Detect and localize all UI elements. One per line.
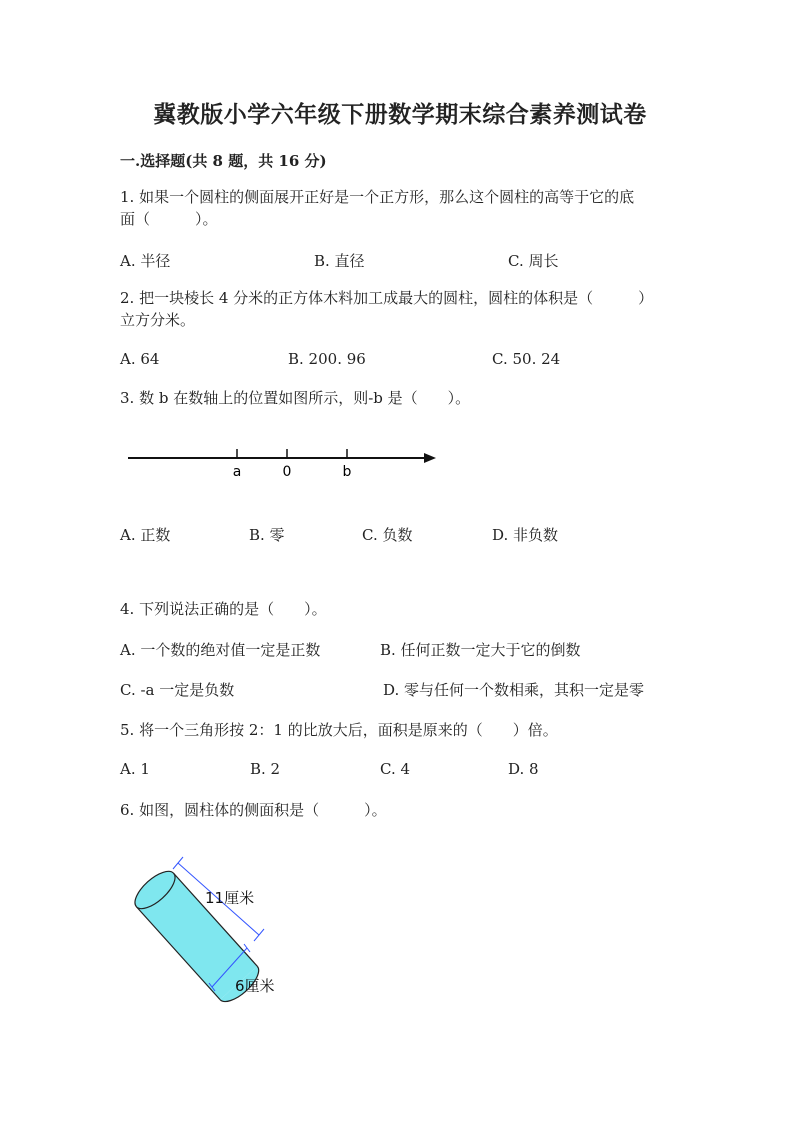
question-5-option-a[interactable]: A. 1 [120, 760, 150, 778]
question-6-text: 6. 如图，圆柱体的侧面积是（ ）。 [120, 801, 387, 819]
question-3-text: 3. 数 b 在数轴上的位置如图所示，则-b 是（ ）。 [120, 389, 471, 407]
question-5-option-d[interactable]: D. 8 [508, 760, 539, 778]
question-3-option-c[interactable]: C. 负数 [362, 526, 413, 544]
question-4-option-d[interactable]: D. 零与任何一个数相乘，其积一定是零 [383, 681, 645, 699]
question-5-text: 5. 将一个三角形按 2：1 的比放大后，面积是原来的（ ）倍。 [120, 721, 558, 739]
section-heading: 一.选择题(共 8 题，共 16 分) [120, 152, 327, 170]
question-4-option-c[interactable]: C. -a 一定是负数 [120, 681, 235, 699]
question-1-text-line2: 面（ ）。 [120, 210, 218, 228]
question-1-option-a[interactable]: A. 半径 [120, 252, 171, 270]
question-3-option-b[interactable]: B. 零 [249, 526, 285, 544]
question-4-option-b[interactable]: B. 任何正数一定大于它的倒数 [380, 641, 581, 659]
question-2-text-line1: 2. 把一块棱长 4 分米的正方体木料加工成最大的圆柱，圆柱的体积是（ ） [120, 289, 654, 307]
question-2-text-line2: 立方分米。 [120, 311, 196, 329]
question-2-option-b[interactable]: B. 200. 96 [288, 350, 366, 368]
cylinder-figure [120, 850, 300, 1020]
length-label: 11厘米 [205, 889, 255, 907]
page-title: 冀教版小学六年级下册数学期末综合素养测试卷 [153, 101, 647, 128]
question-1-text-line1: 1. 如果一个圆柱的侧面展开正好是一个正方形，那么这个圆柱的高等于它的底 [120, 188, 635, 206]
question-3-option-a[interactable]: A. 正数 [120, 526, 171, 544]
question-5-option-b[interactable]: B. 2 [250, 760, 281, 778]
question-2-option-a[interactable]: A. 64 [120, 350, 160, 368]
diameter-label: 6厘米 [235, 977, 275, 995]
label-b: b [342, 464, 352, 480]
question-4-text: 4. 下列说法正确的是（ ）。 [120, 600, 327, 618]
question-5-option-c[interactable]: C. 4 [380, 760, 411, 778]
label-a: a [232, 464, 242, 480]
question-4-option-a[interactable]: A. 一个数的绝对值一定是正数 [120, 641, 321, 659]
label-0: 0 [282, 464, 292, 480]
question-1-option-b[interactable]: B. 直径 [314, 252, 365, 270]
number-line-arrow-icon [424, 453, 436, 463]
question-2-option-c[interactable]: C. 50. 24 [492, 350, 561, 368]
number-line-figure [120, 440, 450, 485]
question-3-option-d[interactable]: D. 非负数 [492, 526, 559, 544]
question-1-option-c[interactable]: C. 周长 [508, 252, 559, 270]
